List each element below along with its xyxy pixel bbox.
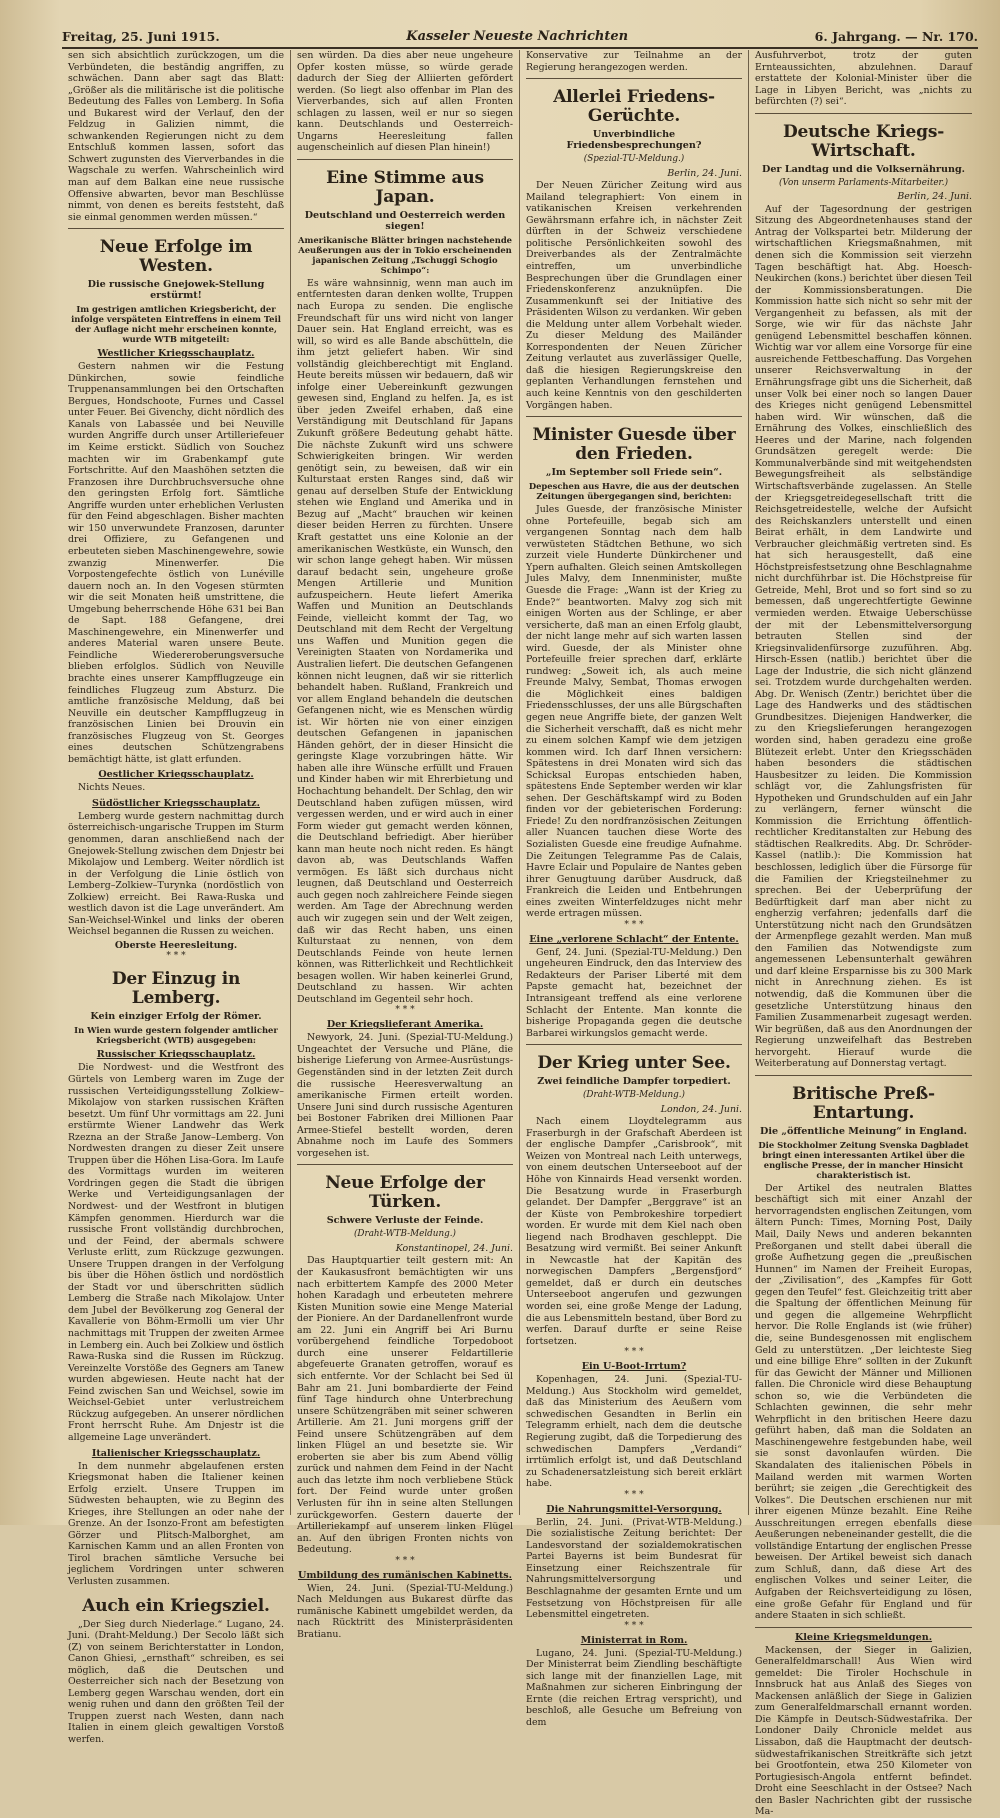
signature: Oberste Heeresleitung. — [114, 939, 238, 951]
subheadline: Die „öffentliche Meinung“ in England. — [760, 1125, 967, 1137]
separator-stars: * * * — [624, 1347, 644, 1358]
headline-kabinett: Umbildung des rumänischen Kabinetts. — [297, 1569, 513, 1581]
article-columns — [62, 50, 978, 1818]
paragraph: Genf, 24. Juni. (Spezial-TU-Meldung.) Den ungeheuren Eindruck, den das Interview des Redakteurs der Pariser Liberté mit dem Papste gemacht hat, bezeichnet der Intransigeant treffend als eine verlorene Schlacht der Entente. Man konnte die bisherige Propaganda gegen die deutsche Barbarei wirkungslos gemacht werde. — [526, 946, 742, 1039]
headline-pressentartung: Britische Preß-Entartung. — [792, 1083, 935, 1123]
masthead — [62, 18, 978, 49]
paragraph: Nach einem Lloydtelegramm aus Fraserburgh in der Grafschaft Aberdeen ist der englische Dampfer „Carisbrook“, mit Weizen von Montreal nach Leith unterwegs, von einem deutschen Unterseeboot auf der Höhe von Kinnairds Head versenkt worden. Die Besatzung wurde in Fraserburgh gelandet. Der Dampfer „Berggrave“ ist an der Küste von Pembrokeshire torpediert worden. Er wurde mit dem Kiel nach oben liegend nach Brodhaven geschleppt. Die Besatzung wird vermißt. Bei seiner Ankunft in Newcastle hat der Kapitän des norwegischen Dampfers „Bergensfjord“ gemeldet, daß er durch ein deutsches Unterseeboot angerufen und gezwungen worden sei, eine große Menge der Ladung, die aus Lebensmitteln bestand, über Bord zu werfen. Darauf durfte er seine Reise fortsetzen. — [526, 1116, 742, 1347]
subheadline: „Im September soll Friede sein“. — [545, 467, 723, 479]
paragraph: Wien, 24. Juni. (Spezial-TU-Meldung.) Nach Meldungen aus Bukarest dürfte das rumänische Kabinett umgebildet werden, da nach Rücktritt des Ministerpräsidenten Bratianu. — [297, 1582, 513, 1640]
paragraph: Es wäre wahnsinnig, wenn man auch im entferntesten daran denken wollte, Truppen nach Europa zu senden. Die englische Freundschaft für uns wird nicht von langer Dauer sein. Hat England erreicht, was es will, so wird es alle Bande abschütteln, die ihm jetzt geliefert haben. Wir sind vollständig gleichberechtigt mit England. Heute bereits müssen wir bedauern, daß wir infolge einer Uebereinkunft gezwungen gewesen sind, England zu helfen. Ja, es ist über jeden Zweifel erhaben, daß eine Verständigung mit Deutschland für Japans Zukunft größere Bedeutung gehabt hätte. Die nächste Zukunft wird uns schwere Schwierigkeiten bringen. Wir werden genötigt sein, zu beweisen, daß wir ein Kulturstaat ersten Ranges sind, daß wir genau auf derselben Stufe der Entwicklung stehen wie England und Amerika und in Bezug auf „Macht“ brauchen wir keinen dieser beiden Herren zu fürchten. Unsere Kraft gestattet uns eine Kolonie an der amerikanischen Westküste, ein Wunsch, den wir schon lange gehegt haben. Wir müssen darauf bedacht sein, ungeheure große Mengen Artillerie und Munition aufzuspeichern. Heute liefert Amerika Waffen und Munition an Deutschlands Feinde, vielleicht kommt der Tag, wo Deutschland mit dem Recht der Vergeltung uns Waffen und Munition gegen die Vereinigten Staaten von Nordamerika und Australien liefert. Die deutschen Gefangenen können nicht leugnen, daß wir sie ritterlich behandelt haben. Rußland, Frankreich und vor allem England behandeln die deutschen Gefangenen nicht, wie es Menschen würdig ist. Wir hörten nie von einer einzigen deutschen Gefangenen in japanischen Händen gehört, der in dieser Hinsicht die geringste Klage vorzubringen hätte. Wir haben alle ihre Wünsche erfüllt und Frauen und Kinder haben wir mit Ehrerbietung und Hochachtung behandelt. Der Schlag, den wir Deutschland haben zufügen müssen, wird vergessen werden, und er wird auch in einer Form wieder gut gemacht werden können, die Deutschland befriedigt. Aber hierüber kann man heute noch nicht reden. Es hängt davon ab, was Deutschlands Waffen vermögen. Es läßt sich durchaus nicht leugnen, daß Deutschland und Oesterreich auch gegen noch zahlreichere Feinde siegen werden. Am Tage der Abrechnung werden auch wir zugegen sein und der Welt zeigen, daß wir das Recht haben, uns einen Kulturstaat zu nennen, von dem Deutschlands Feinde von heute lernen können, was Ritterlichkeit und Rechtlichkeit besagen wollen. Wir haben keinerlei Grund, Deutschland zu hassen. Wir achten Deutschland im Gegenteil sehr hoch. — [297, 277, 513, 1005]
lead-text: Im gestrigen amtlichen Kriegsbericht, der infolge verspäteten Eintreffens in einem Teil der Auflage nicht mehr erscheinen konnte, wurde WTB mitgeteilt: — [71, 304, 281, 345]
paragraph: Auf der Tagesordnung der gestrigen Sitzung des Abgeordnetenhauses stand der Antrag der Volkspartei betr. Milderung der wirtschaftlichen Kriegsmaßnahmen, mit denen sich die Kommission seit vierzehn Tagen beschäftigt hat. Abg. Hoesch-Neukirchen (kons.) berichtet über diesen Teil der Kommissionsberatungen. Die Kommission hatte sich nicht so sehr mit der Vergangenheit zu befassen, als mit der Sorge, wie wir für das nächste Jahr genügend Lebensmittel beschaffen können. Wichtig war vor allem eine Vorsorge für eine ausreichende Fettbeschaffung. Das Vorgehen unserer Reichsverwaltung in der Ernährungsfrage gibt uns die Sicherheit, daß unser Volk bei einer noch so langen Dauer des Krieges nicht genügend Lebensmittel haben wird. Wir wünschen, daß die Ernährung des Volkes, einschließlich des Heeres und der Marine, nach folgenden Grundsätzen geregelt werde: Die Kommunalverbände sind mit weitgehendsten Bewegungsfreiheit als selbständige Wirtschaftsverbände zugelassen. An Stelle der Kriegsgetreidegesellschaft tritt die Reichsgetreidestelle, welche der Aufsicht des Reichskanzlers unterstellt und einen Beirat erhält, in dem Landwirte und Verbraucher gleichmäßig vertreten sind. Es hat sich herausgestellt, daß eine Höchstpreisfestsetzung ohne Beschlagnahme nicht durchführbar ist. Die Höchstpreise für Getreide, Mehl, Brot und so fort sind so zu bemessen, daß ungerechtfertigte Gewinne vermieden werden. Etwaige Ueberschüsse der mit der Lebensmittelversorgung betrauten Stellen sind der Kriegsinvalidenfürsorge zuzuführen. Abg. Hirsch-Essen (natlib.) berichtet über die Lage der Industrie, die sich nicht glänzend sei. Trotzdem wurde durchgehalten werden. Abg. Dr. Wenisch (Zentr.) berichtet über die Lage des Handwerks und des städtischen Grundbesitzes. Diejenigen Handwerker, die zu den Kriegslieferungen herangezogen worden sind, haben geradezu eine große Blütezeit erlebt. Unter den Kriegsschäden haben besonders die städtischen Hausbesitzer zu leiden. Die Kommission schlägt vor, die Zahlungsfristen für Hypotheken und Grundschulden auf ein Jahr zu verlängern, ferner wünscht die Kommission die Errichtung öffentlich-rechtlicher Kreditanstalten zur Hebung des städtischen Realkredits. Abg. Dr. Schröder-Kassel (natlib.): Die Kommission hat beschlossen, lediglich über die Fürsorge für die Familien der Kriegsteilnehmer zu sprechen. Bei der Ueberprüfung der Bedürftigkeit darf man aber nicht zu engherzig verfahren; jedenfalls darf die Unterstützung nicht nach den Grundsätzen der Armenpflege gezahlt werden. Man muß den Familien das Notwendigste zum angemessenen Lebensunterhalt gewähren und darf kleine Ersparnisse bis zu 300 Mark nicht in Anrechnung ziehen. Es ist notwendig, daß die Kommunen über die gesetzliche Unterstützung hinaus den Familien Zusammenarbeit zugesagt werden. Wir begrüßen, daß aus den Anordnungen der Regierung unzweifelhaft das Bestreben hervorgeht. Hierauf wurde die Weiterberatung auf Donnerstag vertagt. — [755, 203, 972, 1070]
paragraph: Newyork, 24. Juni. (Spezial-TU-Meldung.) Ungeachtet der Versuche und Pläne, die bisherige Lieferung von Armee-Ausrüstungs-Gegenständen sind in der letzten Zeit durch die russische Heeresverwaltung an amerikanische Firmen erteilt worden. Unsere Juni sind durch russische Agenturen bei Bostoner Fabriken drei Millionen Paar Armee-Stiefel bestellt worden, deren Abnahme noch im Laufe des Sommers vorgesehen ist. — [297, 1032, 513, 1159]
divider — [755, 113, 972, 114]
subheadline: Schwere Verluste der Feinde. — [326, 1215, 484, 1227]
subheadline: Kein einziger Erfolg der Römer. — [90, 1011, 262, 1023]
paragraph: Berlin, 24. Juni. (Privat-WTB-Meldung.) Die sozialistische Zeitung berichtet: Der Landesvorstand der sozialdemokratischen Partei Bayerns ist beim Bundesrat für Einsetzung einer Reichszentrale für Nahrungsmittelversorgung und Beschlagnahme der gesamten Ernte und um Festsetzung von Höchstpreisen für alle Lebensmittel eingetreten. — [526, 1516, 742, 1621]
issue-date: Freitag, 25. Juni 1915. — [62, 29, 220, 44]
section-heading: Westlicher Kriegsschauplatz. — [97, 348, 255, 360]
lead-text: Die Stockholmer Zeitung Svenska Dagbladet bringt einen interessanten Artikel über die englische Presse, der in mancher Hinsicht charakteristisch ist. — [758, 1139, 969, 1180]
paragraph: Das Hauptquartier teilt gestern mit: An der Kaukasusfront bemächtigten wir uns nach erbittertem Kampfe des 2000 Meter hohen Karadagh und erbeuteten mehrere Kisten Munition sowie eine Menge Material der Pioniere. An der Dardanellenfront wurde am 22. Juni ein Angriff bei Ari Burnu vorübergehend feindliche Torpedoboot durch eine unserer Feldartillerie abgefeuerte Granaten getroffen, worauf es sich entfernte. Vor der Schlacht bei Sed ül Bahr am 21. Juni bombardierte der Feind fünf Tage hindurch ohne Unterbrechung unsere Schützengräben mit seiner schweren Artillerie. Am 21. Juni morgens griff der Feind unsere Schützengräben auf dem linken Flügel an und besetzte sie. Wir eroberten sie aber bis zum Abend völlig zurück und nahmen dem Feind in der Nacht auch das letzte ihm noch verbliebene Stück fort. Der Feind wurde unter großen Verlusten für ihn in seine alten Stellungen zurückgeworfen. Gestern dauerte der Artilleriekampf auf unserem linken Flügel an. Auf den übrigen Fronten nichts von Bedeutung. — [297, 1255, 513, 1556]
headline-kleine-kriegsmeldungen: Kleine Kriegsmeldungen. — [794, 1631, 933, 1643]
column-2 — [291, 50, 520, 1640]
newspaper-title: Kasseler Neueste Nachrichten — [406, 29, 629, 44]
divider — [755, 1075, 972, 1076]
subheadline: Unverbindliche Friedensbesprechungen? — [566, 129, 702, 152]
headline-nahrungsmittel: Die Nahrungsmittel-Versorgung. — [546, 1503, 722, 1515]
subheadline: Die russische Gnejowek-Stellung erstürmt! — [87, 279, 265, 302]
section-heading: Russischer Kriegsschauplatz. — [96, 1049, 256, 1061]
headline-krieg-unter-see: Der Krieg unter See. — [537, 1053, 731, 1074]
divider — [526, 1044, 742, 1045]
subheadline: Deutschland und Oesterreich werden siegen! — [304, 209, 506, 232]
issue-number: 6. Jahrgang. — Nr. 170. — [814, 29, 978, 44]
paragraph: Kopenhagen, 24. Juni. (Spezial-TU-Meldung.) Aus Stockholm wird gemeldet, daß das Ministerium des Aeußern vom schwedischen Gesandten in Berlin ein Telegramm erhielt, nach dem die deutsche Regierung zugibt, daß die Torpedierung des schwedischen Dampfers „Verdandi“ irrtümlich erfolgt ist, und daß Deutschland zu Schadenersatzleistung sich bereit erklärt habe. — [526, 1374, 742, 1490]
paragraph: Konservative zur Teilnahme an der Regierung herangezogen werden. — [526, 50, 742, 73]
column-3 — [520, 50, 749, 1728]
headline-schlacht: Eine „verlorene Schlacht“ der Entente. — [529, 933, 739, 945]
section-heading: Italienischer Kriegsschauplatz. — [91, 1447, 261, 1459]
dateline: London, 24. Juni. — [660, 1103, 742, 1115]
paragraph: Mackensen, der Sieger in Galizien, Generalfeldmarschall! Aus Wien wird gemeldet: Die Tiroler Hochschule in Innsbruck hat aus Anlaß des Sieges von Mackensen anläßlich der Siege in Galizien zum Generalfeldmarschall ernannt worden. Die Kämpfe in Deutsch-Südwestafrika. Der Londoner Daily Chronicle meldet aus Lissabon, daß die Hauptmacht der deutsch-südwestafrikanischen Streitkräfte sich jetzt bei Grootfontein, etwa 250 Kilometer von Portugiesisch-Angola entfernt befindet. Droht eine Seeschlacht in der Ostsee? Nach den Basler Nachrichten gibt der russische Ma- — [755, 1644, 972, 1818]
headline-tuerken: Neue Erfolge der Türken. — [325, 1173, 485, 1213]
headline-west: Neue Erfolge im Westen. — [99, 237, 253, 277]
column-4 — [749, 50, 978, 1818]
wire-source: (Draht-WTB-Meldung.) — [583, 1090, 685, 1101]
separator-stars: * * * — [395, 1005, 415, 1016]
separator-stars: * * * — [166, 951, 186, 962]
headline-ministerrat: Ministerrat in Rom. — [580, 1634, 688, 1646]
divider — [526, 416, 742, 417]
separator-stars: * * * — [624, 919, 644, 930]
paragraph: Gestern nahmen wir die Festung Dünkirchen, sowie feindliche Truppenansammlungen bei den Ortschaften Bergues, Hondschoote, Furnes und Cassel unter Feuer. Bei Givenchy, dicht nördlich des Kanals von Labassée und bei Neuville wurden Angriffe durch unser Artilleriefeuer im Keime erstickt. Südlich von Souchez machten wir im Grabenkampf gute Fortschritte. Auf den Maashöhen setzten die Franzosen ihre Durchbruchsversuche ohne den geringsten Erfolg fort. Sämtliche Angriffe wurden unter erheblichen Verlusten für den Feind abgeschlagen. Bisher machten wir 150 unverwundete Franzosen, darunter drei Offiziere, zu Gefangenen und erbeuteten sieben Maschinengewehre, sowie zwanzig Minenwerfer. Die Vorpostengefechte östlich von Lunéville dauern noch an. In den Vogesen stürmten wir die seit Monaten heiß umstrittene, die Umgebung beherrschende Höhe 631 bei Ban de Sapt. 188 Gefangene, drei Maschinengewehre, ein Minenwerfer und anderes Material waren unsere Beute. Feindliche Wiedereroberungsversuche blieben erfolglos. Südlich von Neuville brachte eines unserer Kampfflugzeuge ein feindliches Flugzeug zum Absturz. Die amtliche französische Meldung, daß bei Neuville ein deutscher Kampfflugzeug in französischen Linien bei Drouvin ein französisches Flugzeug von St. Georges eines deutschen Schützengrabens bemächtigt hätte, ist glatt erfunden. — [68, 361, 284, 765]
paragraph: Der Neuen Züricher Zeitung wird aus Mailand telegraphiert: Von einem in vatikanischen Kreisen verkehrenden Gewährsmann erfahre ich, in nächster Zeit dürften in der Schweiz verschiedene politische Persönlichkeiten sowohl des Dreiverbandes als der Zentralmächte eintreffen, um unverbindliche Besprechungen über die Grundlagen einer Friedenskonferenz anzuknüpfen. Die Zusammenkunft sei der Initiative des Präsidenten Wilson zu verdanken. Wir geben die Meldung unter allem Vorbehalt wieder. Zu dieser Meldung des Mailänder Korrespondenten der Neuen Züricher Zeitung verlautet aus zuverlässiger Quelle, daß die hiesigen Regierungskreise den geplanten Verhandlungen fernstehen und auch keine Kenntnis von den geschilderten Vorgängen haben. — [526, 180, 742, 411]
paragraph: Lugano, 24. Juni. (Spezial-TU-Meldung.) Der Ministerrat beim Ziendling beschäftigte sich lange mit der finanziellen Lage, mit Maßnahmen zur sicheren Einbringung der Ernte (die reichen Ertrag verspricht), und beschloß, alle Gesuche um Befreiung von dem — [526, 1647, 742, 1728]
paragraph: Nichts Neues. — [78, 782, 146, 794]
divider — [755, 1627, 972, 1628]
paragraph: In dem nunmehr abgelaufenen ersten Kriegsmonat haben die Italiener keinen Erfolg erzielt. Unsere Truppen im Südwesten behaupten, wie zu Beginn des Krieges, ihre Stellungen an oder nahe der Grenze. An der Isonzo-Front am befestigten Görzer und Plitsch-Malborghet, am Karnischen Kamm und an allen Fronten von Tirol brachen sämtliche Versuche bei jeglichem Vordringen unter schweren Verlusten zusammen. — [68, 1460, 284, 1587]
separator-stars: * * * — [624, 1489, 644, 1500]
divider — [68, 228, 284, 229]
divider — [526, 78, 742, 79]
headline-amerika: Der Kriegslieferant Amerika. — [326, 1019, 484, 1031]
headline-kriegswirtschaft: Deutsche Kriegs-Wirtschaft. — [782, 121, 945, 161]
headline-uboot-irrtum: Ein U-Boot-Irrtum? — [581, 1361, 687, 1373]
subheadline: Der Landtag und die Volksernährung. — [762, 163, 965, 175]
separator-stars: * * * — [395, 1555, 415, 1566]
paragraph: Die Nordwest- und die Westfront des Gürtels von Lemberg waren im Zuge der russischen Verteidigungsstellung Zolkiew–Mikolajow von starken russischen Kräften besetzt. Um fünf Uhr vormittags am 22. Juni erstürmte Wiener Landwehr das Werk Rzezna an der Straße Janow–Lemberg. Von Nordwesten drangen zu dieser Zeit unsere Truppen über die Höhen Lisa-Gora. Im Laufe des Vormittags wurden im weiteren Vordringen gegen die Stadt die übrigen Werke und Verteidigungsanlagen der Nordwest- und der Westfront in blutigen Kämpfen genommen. Hierdurch war die russische Front vollständig durchbrochen, und der Feind, der abermals schwere Verluste erlitt, zum Rückzuge gezwungen. Unsere Truppen drangen in der Verfolgung bis über die Höhen östlich und nordöstlich der Stadt vor und überschritten südlich Lemberg die Straße nach Mikolajow. Unter dem Jubel der Bevölkerung zog General der Kavallerie von Böhm-Ermolli um vier Uhr nachmittags mit Truppen der zweiten Armee in Lemberg ein. Auch bei Zolkiew und östlich Rawa-Ruska sind die Russen im Rückzug. Vereinzelte Vorstöße des Gegners am Tanew wurden abgewiesen. Heute nacht hat der Feind zwischen San und Weichsel, sowie im Weichsel-Gebiet unter verlustreichem Rückzug aufgegeben. An unserer nördlichen Front herrscht Ruhe. Am Dnjestr ist die allgemeine Lage unverändert. — [68, 1062, 284, 1443]
divider — [297, 1164, 513, 1165]
section-heading: Südöstlicher Kriegsschauplatz. — [92, 797, 260, 809]
paragraph: „Der Sieg durch Niederlage.“ Lugano, 24. Juni. (Draht-Meldung.) Der Secolo läßt sich (Z) von seinem Berichterstatter in London, Canon Ghiesi, „ernsthaft“ schreiben, es sei möglich, daß die Deutschen und Oesterreicher sich nach der Besetzung von Lemberg gegen Warschau wenden, dort ein wenig ruhen und dann den größten Teil der Truppen zuerst nach Westen, dann nach Italien in einem gleich gewaltigen Vorstoß werfen. — [68, 1618, 284, 1745]
lead-text: In Wien wurde gestern folgender amtlicher Kriegsbericht (WTB) ausgegeben: — [74, 1025, 278, 1046]
column-1 — [62, 50, 291, 1745]
headline-lemberg: Der Einzug in Lemberg. — [111, 969, 241, 1009]
paragraph: Der Artikel des neutralen Blattes beschäftigt sich mit einer Anzahl der hervorragendsten englischen Zeitungen, vom ältern Punch: Times, Morning Post, Daily Mail, Daily News und anderen bekannten Preßorganen und stellt dabei überall die große Aufhetzung gegen die „preußischen Hunnen“ im Namen der Freiheit Europas, der „Zivilisation“, des „Kampfes für Gott gegen den Teufel“ fest. Gleichzeitig tritt aber die Spaltung der öffentlichen Meinung für und gegen die allgemeine Wehrpflicht hervor. Die Rolle Englands ist (wie früher) die, seine Bundesgenossen mit englischem Geld zu unterstützen. „Der leichteste Sieg und eine billige Ehre“ sollten in der Zukunft für das Gewicht der Männer und Millionen fallen. Die Chronicle wird diese Behauptung schon so, wie die Verbündeten die Schlachten gewinnen, die sehr mehr Wehrpflicht in den britischen Heere dazu geführt haben, daß man die Soldaten an Maschinengewehre festgebunden habe, weil sie sonst davonlaufen würden. Die Skandalaten des italienischen Pöbels in Mailand werden mit warmen Worten berührt; sie zeigen „die Gerechtigkeit des Volkes“. Die Deutschen erschienen nur mit ihrer eigenen Münze bezahlt. Eine Reihe Ausschreitungen erregen ebenfalls diese Aeußerungen nebeneinander gestellt, die die vollständige Entartung der englischen Presse beweisen. Der Artikel beweist sich danach zum Schluß, dann, daß diese Art des englischen Volkes und seiner Leiter, die Aufgaben der Reichsverteidigung zu lösen, eine große Gefahr für England und für andere Staaten in sich schließt. — [755, 1182, 972, 1622]
headline-kriegsziel: Auch ein Kriegsziel. — [82, 1595, 270, 1616]
dateline: Berlin, 24. Juni. — [897, 191, 972, 203]
dateline: Konstantinopel, 24. Juni. — [395, 1242, 513, 1254]
divider — [297, 159, 513, 160]
headline-guesde: Minister Guesde über den Frieden. — [532, 425, 736, 465]
headline-friedensgeruechte: Allerlei Friedens-Gerüchte. — [553, 87, 715, 127]
headline-japan: Eine Stimme aus Japan. — [326, 167, 484, 207]
paragraph: Ausfuhrverbot, trotz der guten Ernteaussichten, abzulehnen. Darauf erstattete der Kolonial-Minister über die Lage in Libyen Bericht, was „nichts zu befürchten (?) sei“. — [755, 50, 972, 108]
paragraph: sen sich absichtlich zurückzogen, um die Verbündeten, die beständig angriffen, zu schwächen. Dann aber sagt das Blatt: „Größer als die militärische ist die politische Bedeutung des Falles von Lemberg. In Sofia und Bukarest wird der Verlauf, den der Feldzug in Galizien nimmt, die schwankenden Regierungen nicht zu dem Entschluß kommen lassen, sofort das Schwert zugunsten des Vierverbandes in die Wagschale zu werfen. Wahrscheinlich wird man auf dem Balkan eine neue russische Offensive abwarten, bevor man Beschlüsse nimmt, von denen es bereits feststeht, daß sie einmal genommen werden müssen.“ — [68, 50, 284, 223]
dateline: Berlin, 24. Juni. — [667, 167, 742, 179]
wire-source: (Von unserm Parlaments-Mitarbeiter.) — [778, 177, 949, 188]
paragraph: Jules Guesde, der französische Minister ohne Portefeuille, begab sich am vergangenen Sonntag nach dem halb verwüsteten Städtchen Bethune, wo sich zurzeit viele Hunderte Dünkirchener und Ypern aufhalten. Gleich seinen Amtskollegen Jules Malvy, dem Innenminister, mußte Guesde die Frage: „Wann ist der Krieg zu Ende?“ beantworten. Malvy zog sich mit einigen Worten aus der Schlinge, er aber versicherte, daß man an einen Erfolg glaubt, der nicht lange mehr auf sich warten lassen wird. Guesde, der als Minister ohne Portefeuille freier sprechen darf, erklärte rundweg: „Soweit ich, als auch meine Freunde Malvy, Sembat, Thomas erwogen die Möglichkeit eines baldigen Friedensschlusses, der uns alle Bürgschaften gegen neue Angriffe biete, der ganzen Welt die Sicherheit verschafft, daß es nicht mehr zu einem solchen Kampf wie dem jetzigen kommen wird. Ich darf Ihnen versichern: Spätestens in drei Monaten wird sich das Schicksal Europas entschieden haben, spätestens Ende September werden wir klar sehen. Der Geschäftskampf wird zu Boden finden vor der gebieterischen Forderung: Friede! Zu den nordfranzösischen Zeitungen aller Nuancen tauchen diese Worte des Sozialisten Guesde eine freudige Aufnahme. Die Zeitungen Telegramme Pas de Calais, Havre Eclair und Populaire de Nantes geben ihrer Genugtuung darüber Ausdruck, daß Frankreich die Leiden und Entbehrungen eines zweiten Winterfeldzuges nicht mehr werde ertragen müssen. — [526, 504, 742, 920]
lead-text: Amerikanische Blätter bringen nachstehende Aeußerungen aus der in Tokio erscheinenden japanischen Zeitung „Tschuggi Schogio Schimpo“: — [297, 234, 513, 275]
wire-source: (Draht-WTB-Meldung.) — [354, 1229, 456, 1240]
section-heading: Oestlicher Kriegsschauplatz. — [98, 769, 254, 781]
subheadline: Zwei feindliche Dampfer torpediert. — [537, 1076, 731, 1088]
wire-source: (Spezial-TU-Meldung.) — [583, 154, 685, 165]
lead-text: Depeschen aus Havre, die aus der deutschen Zeitungen übergegangen sind, berichten: — [528, 481, 740, 502]
paragraph: Lemberg wurde gestern nachmittag durch österreichisch-ungarische Truppen im Sturm genommen, daran anschließend nach der Gnejowek-Stellung zwischen dem Dnjestr bei Mikolajow und Lemberg. Weiter nördlich ist in der Verfolgung die Linie östlich von Lemberg–Zolkiew–Turynka (nordöstlich von Zolkiew) erreicht. Bei Rawa-Ruska und westlich davon ist die Lage unverändert. Am San-Weichsel-Winkel und links der oberen Weichsel begannen die Russen zu weichen. — [68, 810, 284, 938]
paragraph: sen würden. Da dies aber neue ungeheure Opfer kosten müsse, so würde gerade dadurch der Sieg der Alliierten gefördert werden. (So liegt also offenbar im Plan des Vierverbandes, sich auf allen Fronten schlagen zu lassen, weil er nur so siegen kann. Deutschlands und Oesterreich-Ungarns Heeresleitung fallen augenscheinlich auf diesen Plan hinein!) — [297, 50, 513, 154]
separator-stars: * * * — [624, 1620, 644, 1631]
